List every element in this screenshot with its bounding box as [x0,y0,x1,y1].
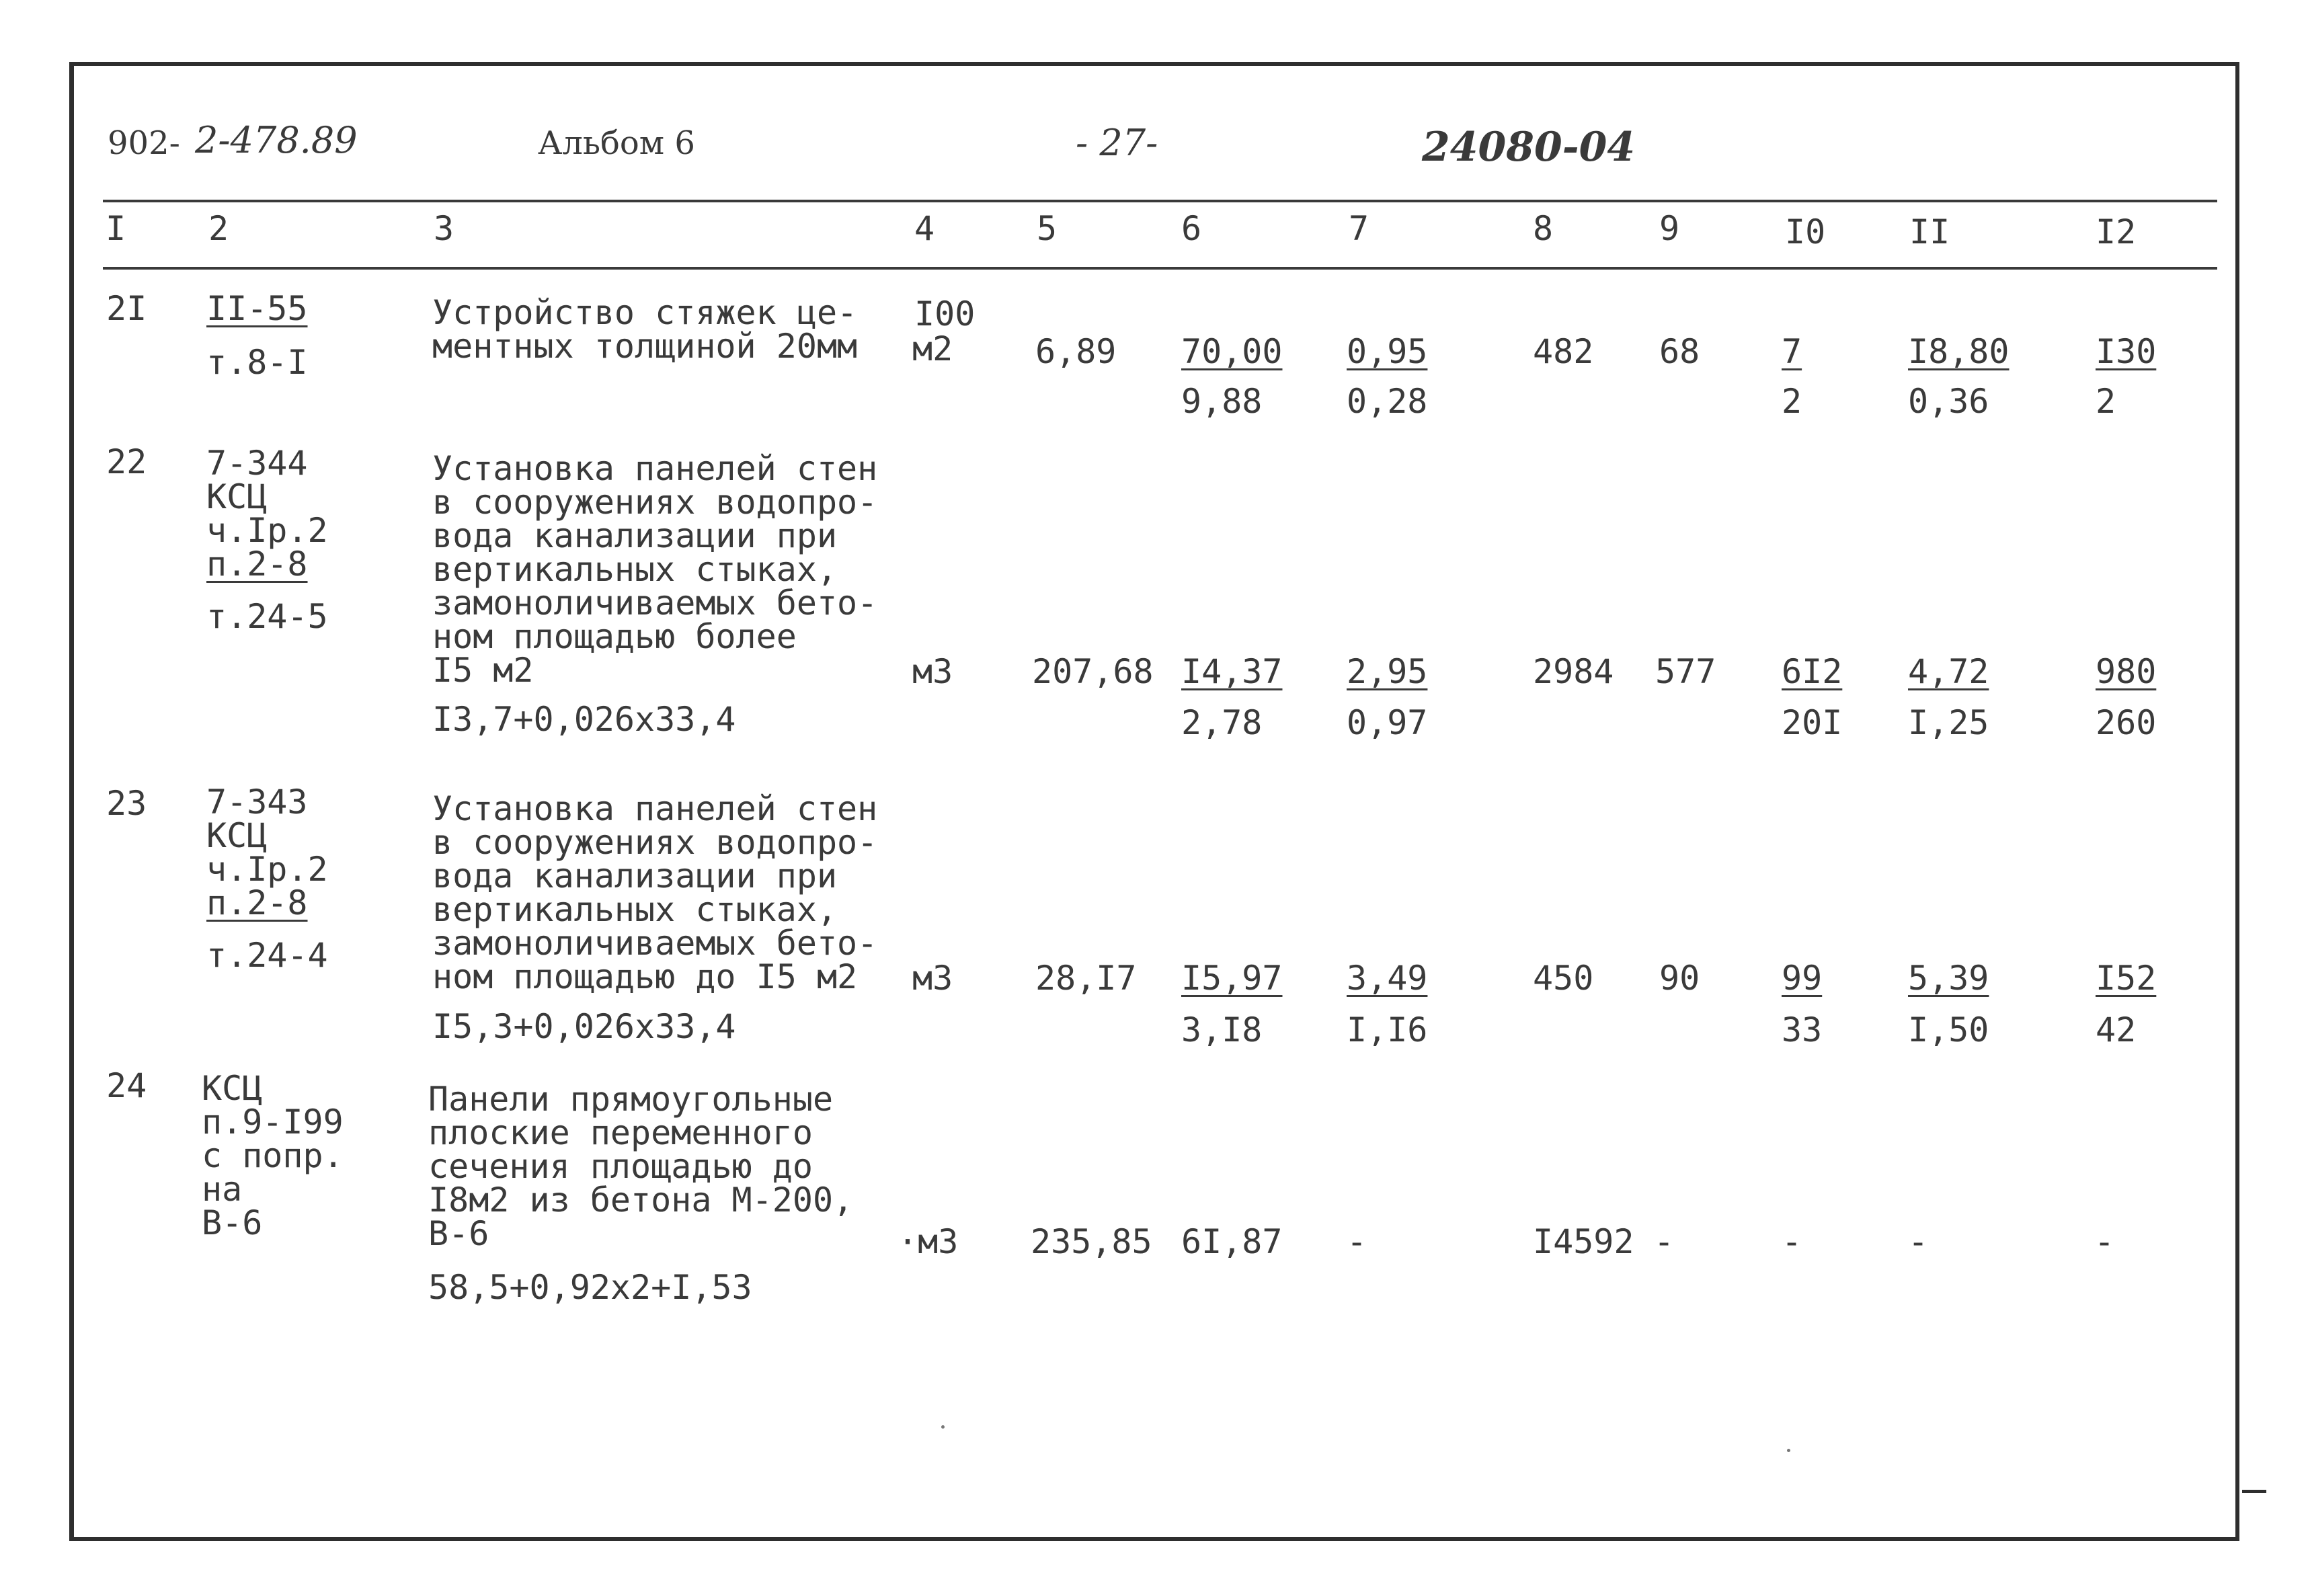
quantity-formula: 58,5+0,92х2+I,53 [428,1268,752,1307]
total-cost: 2984 [1533,652,1614,691]
labor-unit-machinists: I,50 [1908,1010,1989,1049]
column-header: 9 [1659,209,1680,248]
unit-cost: I5,97 [1181,959,1283,998]
row-number: 22 [106,442,147,481]
labor-unit: I8,80 [1908,332,2009,371]
machine-total-wages: 2 [1782,382,1802,421]
unit-cost: I4,37 [1181,652,1283,691]
norm-table: т.24-4 [206,936,328,975]
column-header: I [106,209,126,248]
column-header: 5 [1037,209,1058,248]
row-number: 24 [106,1066,147,1105]
labor-total: I52 [2096,959,2157,998]
norm-code: п.2-8 [206,883,308,922]
machine-cost-wages: 0,97 [1347,703,1428,742]
column-header: I2 [2096,212,2137,251]
column-header: I0 [1785,212,1826,251]
wages-total: 68 [1659,332,1700,371]
header-rule [103,200,2217,202]
row-number: 2I [106,289,147,328]
work-description: Панели прямоугольные плоские переменного сечения площадью до I8м2 из бетона М-200, В-6 [428,1080,854,1253]
column-header: 4 [914,209,935,248]
labor-total-machinists: 42 [2096,1010,2137,1049]
machine-cost: 0,95 [1347,332,1428,371]
norm-reference: КСЦ п.9-I99 с попр. на В-6 [202,1069,344,1242]
machine-cost-wages: 0,28 [1347,382,1428,421]
machine-total: 99 [1782,959,1823,998]
labor-unit: - [1908,1222,1929,1261]
page-frame [69,62,2239,1541]
norm-code: II-55 [206,289,308,328]
labor-total-machinists: 260 [2096,703,2157,742]
labor-total: 980 [2096,652,2157,691]
machine-total: 6I2 [1782,652,1843,691]
norm-table: т.8-I [206,343,308,382]
norm-reference: 7-344 КСЦ ч.Iр.2 [206,444,328,550]
unit: м3 [912,959,953,998]
project-code-prefix: 902- [108,124,180,162]
quantity: 235,85 [1031,1222,1152,1261]
machine-cost: 3,49 [1347,959,1428,998]
column-header-rule [103,267,2217,270]
album-label: Альбом 6 [538,124,695,162]
total-cost: 450 [1533,959,1594,998]
machine-total: - [1782,1222,1802,1261]
unit-cost-wages: 3,I8 [1181,1010,1263,1049]
unit-cost-wages: 9,88 [1181,382,1263,421]
column-header: II [1909,212,1950,251]
quantity: 28,I7 [1035,959,1137,998]
document-number: 24080-04 [1422,124,1636,171]
unit-cost: 6I,87 [1181,1222,1283,1261]
norm-code: п.2-8 [206,545,308,584]
page-number: - 27- [1076,122,1158,164]
machine-total-wages: 20I [1782,703,1843,742]
labor-total-machinists: 2 [2096,382,2116,421]
work-description: Устройство стяжек це- ментных толщиной 20мм [432,293,858,366]
labor-unit: 4,72 [1908,652,1989,691]
column-header: 8 [1533,209,1554,248]
quantity: 207,68 [1032,652,1154,691]
total-cost: I4592 [1533,1222,1634,1261]
quantity-formula: I5,3+0,026х33,4 [432,1007,736,1046]
total-cost: 482 [1533,332,1594,371]
unit-cost: 70,00 [1181,332,1283,371]
unit-cost-wages: 2,78 [1181,703,1263,742]
machine-total-wages: 33 [1782,1010,1823,1049]
column-header: 2 [208,209,229,248]
unit: ·м3 [898,1222,959,1261]
column-header: 7 [1349,209,1369,248]
work-description: Установка панелей стен в сооружениях водопро- вода канализации при вертикальных стыках, замоноличиваемых бето- ном площадью более I5 м2 [432,449,878,690]
labor-total: - [2094,1222,2115,1261]
labor-unit: 5,39 [1908,959,1989,998]
machine-cost-wages: I,I6 [1347,1010,1428,1049]
wages-total: - [1654,1222,1675,1261]
frame-edge-mark [2242,1490,2266,1493]
row-number: 23 [106,784,147,823]
labor-total: I30 [2096,332,2157,371]
column-header: 6 [1181,209,1202,248]
scan-speck [1787,1449,1790,1452]
column-header: 3 [434,209,454,248]
quantity-formula: I3,7+0,026х33,4 [432,700,736,739]
machine-total: 7 [1782,332,1802,371]
labor-unit-machinists: I,25 [1908,703,1989,742]
unit: м2 [912,329,953,368]
wages-total: 90 [1659,959,1700,998]
unit: м3 [912,652,953,691]
work-description: Установка панелей стен в сооружениях водопро- вода канализации при вертикальных стыках, замоноличиваемых бето- ном площадью до I5 м2 [432,789,878,996]
quantity: 6,89 [1035,332,1117,371]
unit-quantity: I00 [914,294,976,333]
norm-reference: 7-343 КСЦ ч.Iр.2 [206,783,328,889]
scan-speck [941,1425,945,1429]
project-code-handwritten: 2-478.89 [195,119,358,161]
labor-unit-machinists: 0,36 [1908,382,1989,421]
wages-total: 577 [1655,652,1716,691]
machine-cost: 2,95 [1347,652,1428,691]
machine-cost: - [1347,1222,1367,1261]
norm-table: т.24-5 [206,597,328,636]
